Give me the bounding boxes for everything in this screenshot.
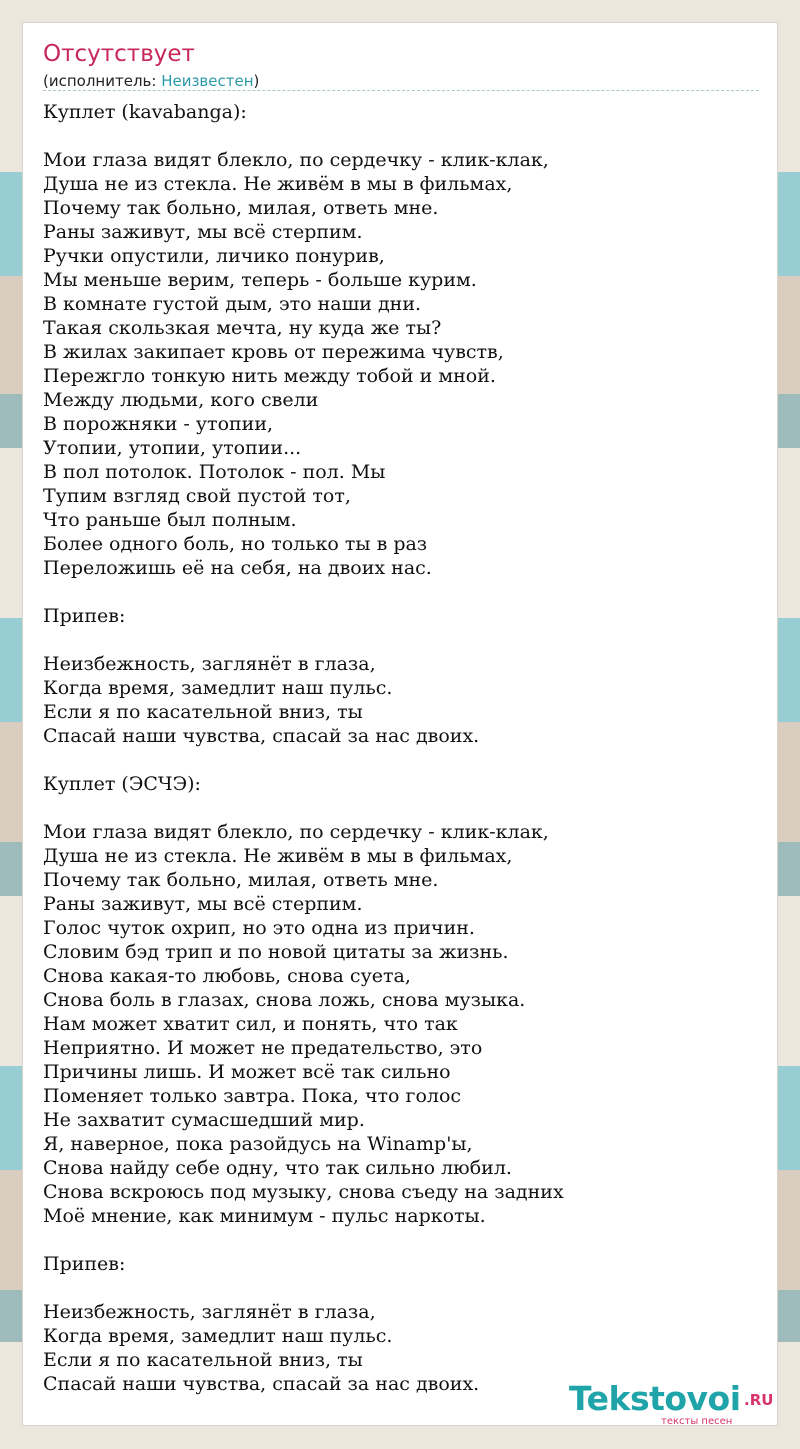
lyric-line: Припев: [43, 605, 126, 627]
lyric-line [43, 124, 759, 148]
lyric-line: Спасай наши чувства, спасай за нас двоих. [43, 725, 480, 747]
lyric-line: Душа не из стекла. Не живём в мы в фильмах, [43, 845, 513, 867]
lyric-line: В пол потолок. Потолок - пол. Мы [43, 461, 386, 483]
lyric-line [43, 1228, 759, 1252]
lyric-line: Мы меньше верим, теперь - больше курим. [43, 269, 477, 291]
lyric-line: Когда время, замедлит наш пульс. [43, 677, 393, 699]
lyric-line: Если я по касательной вниз, ты [43, 1349, 363, 1371]
lyric-line: Переложишь её на себя, на двоих нас. [43, 557, 432, 579]
lyric-line: Снова найду себе одну, что так сильно любил. [43, 1157, 512, 1179]
lyric-line: Моё мнение, как минимум - пульс наркоты. [43, 1205, 486, 1227]
lyric-line: Ручки опустили, личико понурив, [43, 245, 385, 267]
lyrics-text [43, 100, 759, 1396]
lyric-line: Более одного боль, но только ты в раз [43, 533, 428, 555]
lyric-line: Неизбежность, заглянёт в глаза, [43, 653, 376, 675]
lyrics-card [22, 22, 778, 1426]
lyric-line: Почему так больно, милая, ответь мне. [43, 869, 439, 891]
artist-prefix: (исполнитель: [43, 72, 162, 90]
lyric-line: Голос чуток охрип, но это одна из причин. [43, 917, 475, 939]
lyric-line: Душа не из стекла. Не живём в мы в фильмах, [43, 173, 513, 195]
lyric-line: Если я по касательной вниз, ты [43, 701, 363, 723]
lyric-line [43, 1276, 759, 1300]
lyric-line: В порожняки - утопии, [43, 413, 274, 435]
lyric-line: Словим бэд трип и по новой цитаты за жизнь. [43, 941, 509, 963]
lyric-line: Спасай наши чувства, спасай за нас двоих. [43, 1373, 480, 1395]
lyric-line: Я, наверное, пока разойдусь на Winamp'ы, [43, 1133, 473, 1155]
lyric-line: В жилах закипает кровь от пережима чувств, [43, 341, 504, 363]
lyric-line: Неприятно. И может не предательство, это [43, 1037, 483, 1059]
lyric-line: Между людьми, кого свели [43, 389, 319, 411]
lyric-line: Припев: [43, 1253, 126, 1275]
lyric-line: Нам может хватит сил, и понять, что так [43, 1013, 458, 1035]
lyric-line: Снова какая-то любовь, снова суета, [43, 965, 411, 987]
lyric-line: Мои глаза видят блекло, по сердечку - клик-клак, [43, 149, 549, 171]
site-logo[interactable] [569, 1379, 779, 1427]
lyric-line: Когда время, замедлит наш пульс. [43, 1325, 393, 1347]
lyric-line [43, 580, 759, 604]
logo-word: Tekstovoi [569, 1379, 741, 1418]
divider [43, 90, 759, 91]
lyric-line [43, 748, 759, 772]
lyric-line: Куплет (ЭСЧЭ): [43, 773, 201, 795]
logo-tagline: тексты песен [661, 1416, 733, 1427]
lyric-line: Утопии, утопии, утопии... [43, 437, 302, 459]
lyric-line: В комнате густой дым, это наши дни. [43, 293, 422, 315]
lyric-line: Не захватит сумасшедший мир. [43, 1109, 365, 1131]
lyric-line: Такая скользкая мечта, ну куда же ты? [43, 317, 442, 339]
lyric-line [43, 628, 759, 652]
artist-line [43, 72, 259, 90]
logo-domain: .RU [744, 1391, 774, 1409]
lyric-line: Раны заживут, мы всё стерпим. [43, 893, 363, 915]
lyric-line: Причины лишь. И может всё так сильно [43, 1061, 451, 1083]
lyric-line: Пережгло тонкую нить между тобой и мной. [43, 365, 496, 387]
artist-suffix: ) [253, 72, 260, 90]
lyric-line: Раны заживут, мы всё стерпим. [43, 221, 363, 243]
lyric-line: Почему так больно, милая, ответь мне. [43, 197, 439, 219]
song-title: Отсутствует [43, 41, 195, 67]
artist-link[interactable]: Неизвестен [161, 72, 254, 90]
lyric-line [43, 796, 759, 820]
lyric-line: Тупим взгляд свой пустой тот, [43, 485, 351, 507]
lyric-line: Поменяет только завтра. Пока, что голос [43, 1085, 462, 1107]
lyric-line: Неизбежность, заглянёт в глаза, [43, 1301, 376, 1323]
lyric-line: Куплет (kavabanga): [43, 101, 247, 123]
lyric-line: Что раньше был полным. [43, 509, 297, 531]
lyric-line: Снова боль в глазах, снова ложь, снова музыка. [43, 989, 526, 1011]
lyric-line: Мои глаза видят блекло, по сердечку - клик-клак, [43, 821, 549, 843]
lyric-line: Снова вскроюсь под музыку, снова съеду на задних [43, 1181, 564, 1203]
